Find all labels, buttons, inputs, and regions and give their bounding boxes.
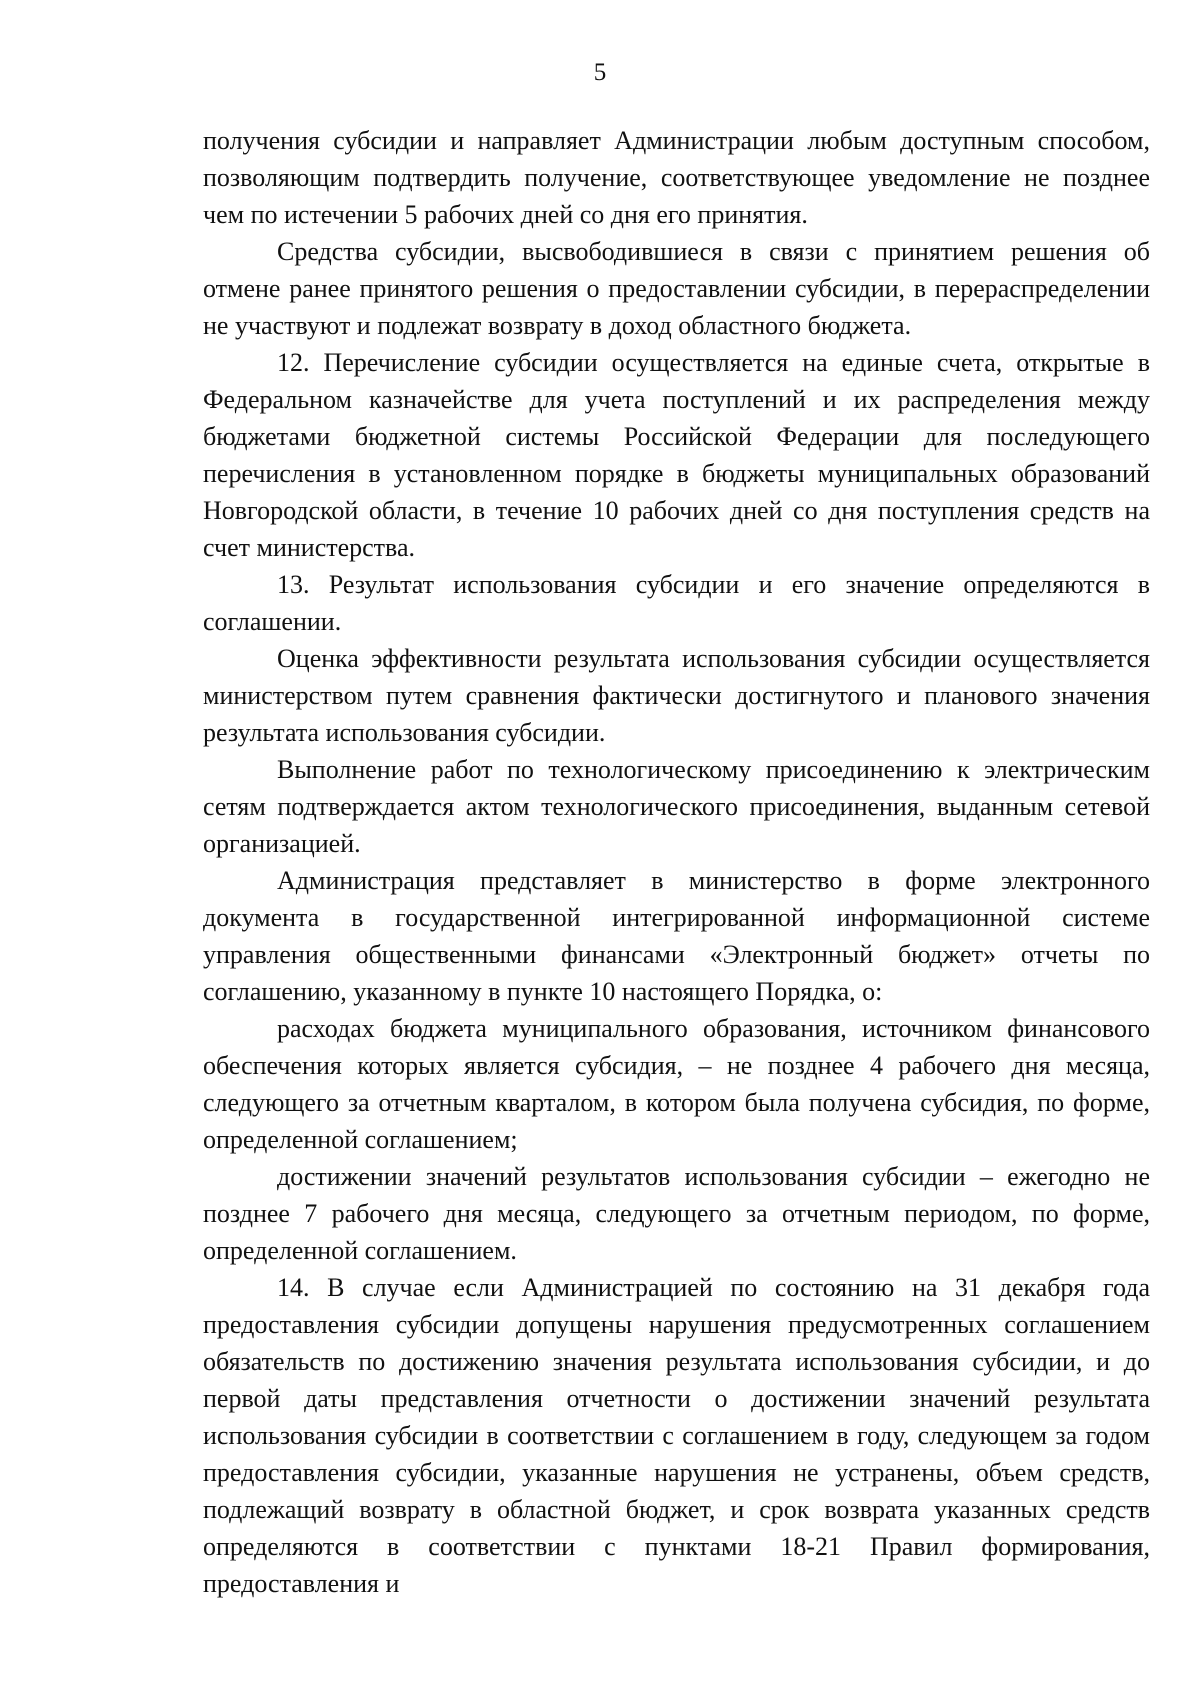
paragraph: расходах бюджета муниципального образования, источником финансового обеспечения которых является субсидия, – не позднее 4 рабочего дня месяца, следующего за отчетным кварталом, в котором была получена субсидия, по форме, определенной соглашением;: [203, 1014, 1150, 1154]
paragraph: достижении значений результатов использования субсидии – ежегодно не позднее 7 рабочего дня месяца, следующего за отчетным периодом, по форме, определенной соглашением.: [203, 1162, 1150, 1265]
paragraph: Оценка эффективности результата использования субсидии осуществляется министерством путем сравнения фактически достигнутого и планового значения результата использования субсидии.: [203, 644, 1150, 747]
paragraph: получения субсидии и направляет Администрации любым доступным способом, позволяющим подтвердить получение, соответствующее уведомление не позднее чем по истечении 5 рабочих дней со дня его принятия.: [203, 126, 1150, 229]
page-number: 5: [593, 59, 607, 86]
paragraph: 14. В случае если Администрацией по состоянию на 31 декабря года предоставления субсидии допущены нарушения предусмотренных соглашением обязательств по достижению значения результата использования субсидии, и до первой даты представления отчетности о достижении значений результата использования субсидии в соответствии с соглашением в году, следующем за годом предоставления субсидии, указанные нарушения не устранены, объем средств, подлежащий возврату в областной бюджет, и срок возврата указанных средств определяются в соответствии с пунктами 18-21 Правил формирования, предоставления и: [203, 1273, 1150, 1598]
paragraph: 13. Результат использования субсидии и его значение определяются в соглашении.: [203, 570, 1150, 636]
paragraph: 12. Перечисление субсидии осуществляется на единые счета, открытые в Федеральном казначействе для учета поступлений и их распределения между бюджетами бюджетной системы Российской Федерации для последующего перечисления в установленном порядке в бюджеты муниципальных образований Новгородской области, в течение 10 рабочих дней со дня поступления средств на счет министерства.: [203, 348, 1150, 562]
paragraph: Администрация представляет в министерство в форме электронного документа в государственной интегрированной информационной системе управления общественными финансами «Электронный бюджет» отчеты по соглашению, указанному в пункте 10 настоящего Порядка, о:: [203, 866, 1150, 1006]
paragraph: Выполнение работ по технологическому присоединению к электрическим сетям подтверждается актом технологического присоединения, выданным сетевой организацией.: [203, 755, 1150, 858]
document-body: [203, 122, 1150, 1602]
paragraph: Средства субсидии, высвободившиеся в связи с принятием решения об отмене ранее принятого решения о предоставлении субсидии, в перераспределении не участвуют и подлежат возврату в доход областного бюджета.: [203, 237, 1150, 340]
